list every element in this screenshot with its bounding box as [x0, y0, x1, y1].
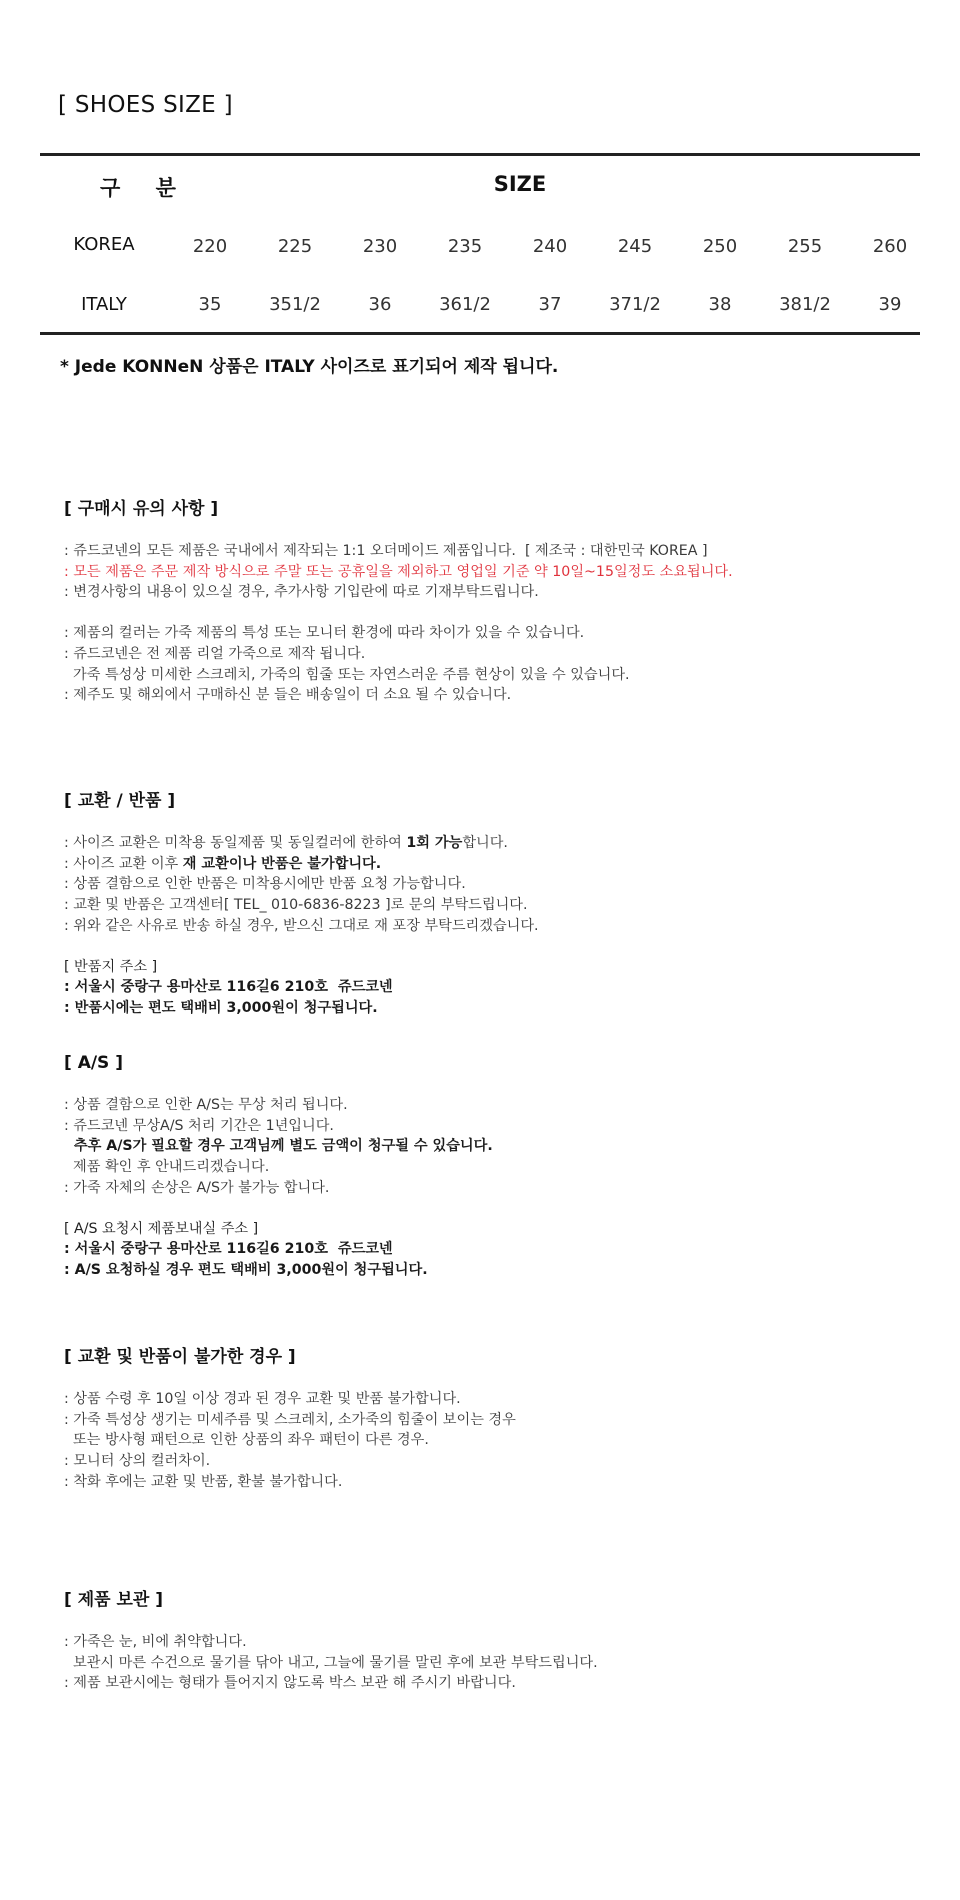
purchase-line: : 변경사항의 내용이 있으실 경우, 추가사항 기입란에 따로 기재부탁드립니다. [64, 584, 539, 601]
storage-section [64, 1585, 924, 1694]
purchase-line-highlight: : 모든 제품은 주문 제작 방식으로 주말 또는 공휴일을 제외하고 영업일 기준 약 10일~15일정도 소요됩니다. [64, 563, 733, 580]
size-row-korea [40, 228, 920, 288]
header-label: 구 분 [100, 176, 190, 200]
size-cell: 250 [702, 236, 738, 257]
size-cell: 255 [787, 236, 823, 257]
as-line: : 상품 결함으로 인한 A/S는 무상 처리 됩니다. [64, 1097, 348, 1113]
table-bottom-rule [40, 332, 920, 335]
size-cell: 240 [532, 236, 568, 257]
size-cell: 225 [277, 236, 313, 257]
unavailable-line: : 가죽 특성상 생기는 미세주름 및 스크레치, 소가죽의 힘줄이 보이는 경우 [64, 1411, 516, 1428]
row-label-korea: KOREA [73, 234, 135, 255]
as-line: : 가죽 자체의 손상은 A/S가 불가능 합니다. [64, 1179, 330, 1196]
purchase-line: 가죽 특성상 미세한 스크레치, 가죽의 힘줄 또는 자연스러운 주름 현상이 있을 수 있습니다. [64, 666, 630, 683]
exchange-line: : 위와 같은 사유로 반송 하실 경우, 받으신 그대로 재 포장 부탁드리겠습니다. [64, 917, 539, 934]
size-row-italy [40, 288, 920, 348]
exchange-line: : 교환 및 반품은 고객센터[ TEL_ 010-6836-8223 ]로 문의 부탁드립니다. [64, 897, 528, 914]
size-cell: 381/2 [779, 294, 831, 315]
exchange-heading: [ 교환 / 반품 ] [64, 791, 176, 811]
exchange-line: : 사이즈 교환은 미착용 동일제품 및 동일컬러에 한하여 1회 가능합니다. [64, 835, 508, 851]
as-line: 제품 확인 후 안내드리겠습니다. [64, 1159, 270, 1176]
as-line: : 쥬드코넨 무상A/S 처리 기간은 1년입니다. [64, 1117, 334, 1134]
size-cell: 351/2 [269, 294, 321, 315]
storage-heading: [ 제품 보관 ] [64, 1590, 163, 1610]
purchase-line: : 쥬드코넨은 전 제품 리얼 가죽으로 제작 됩니다. [64, 645, 366, 662]
size-cell: 36 [368, 294, 392, 315]
as-section [64, 1053, 924, 1281]
size-note: * Jede KONNeN 상품은 ITALY 사이즈로 표기되어 제작 됩니다. [60, 357, 559, 377]
size-table [40, 156, 920, 348]
purchase-line: : 제주도 및 해외에서 구매하신 분 들은 배송일이 더 소요 될 수 있습니다. [64, 687, 512, 704]
unavailable-heading: [ 교환 및 반품이 불가한 경우 ] [64, 1347, 296, 1367]
purchase-line: : 제품의 컬러는 가죽 제품의 특성 또는 모니터 환경에 따라 차이가 있을 수 있습니다. [64, 625, 585, 642]
unavailable-line: : 착화 후에는 교환 및 반품, 환불 불가합니다. [64, 1473, 343, 1490]
size-chart-title: [ SHOES SIZE ] [58, 92, 233, 118]
row-label-italy: ITALY [81, 294, 127, 315]
size-cell: 260 [872, 236, 908, 257]
unavailable-line: : 상품 수령 후 10일 이상 경과 된 경우 교환 및 반품 불가합니다. [64, 1391, 461, 1407]
storage-line: : 제품 보관시에는 형태가 틀어지지 않도록 박스 보관 해 주시기 바랍니다. [64, 1675, 516, 1692]
size-cell: 235 [447, 236, 483, 257]
as-address: : 서울시 중랑구 용마산로 116길6 210호 쥬드코넨 [64, 1241, 393, 1258]
exchange-line: : 사이즈 교환 이후 재 교환이나 반품은 불가합니다. [64, 855, 382, 872]
purchase-heading: [ 구매시 유의 사항 ] [64, 499, 219, 519]
exchange-section [64, 786, 924, 1019]
size-cell: 220 [192, 236, 228, 257]
storage-line: 보관시 마른 수건으로 물기를 닦아 내고, 그늘에 물기를 말린 후에 보관 부탁드립니다. [64, 1654, 598, 1671]
size-cell: 371/2 [609, 294, 661, 315]
as-fee: : A/S 요청하실 경우 편도 택배비 3,000원이 청구됩니다. [64, 1261, 428, 1278]
purchase-line: : 쥬드코넨의 모든 제품은 국내에서 제작되는 1:1 오더메이드 제품입니다. [ 제조국 : 대한민국 KOREA ] [64, 543, 708, 559]
size-table-header [40, 156, 920, 228]
size-cell: 35 [198, 294, 222, 315]
size-cell: 39 [878, 294, 902, 315]
size-cell: 230 [362, 236, 398, 257]
size-cell: 38 [708, 294, 732, 315]
as-line-bold: 추후 A/S가 필요할 경우 고객님께 별도 금액이 청구될 수 있습니다. [64, 1138, 493, 1155]
header-size: SIZE [493, 172, 547, 196]
return-address: : 서울시 중랑구 용마산로 116길6 210호 쥬드코넨 [64, 979, 393, 996]
unavailable-section [64, 1342, 924, 1493]
return-address-heading: [ 반품지 주소 ] [64, 958, 158, 975]
unavailable-line: 또는 방사형 패턴으로 인한 상품의 좌우 패턴이 다른 경우. [64, 1432, 429, 1449]
size-cell: 361/2 [439, 294, 491, 315]
as-heading: [ A/S ] [64, 1053, 123, 1073]
storage-line: : 가죽은 눈, 비에 취약합니다. [64, 1634, 247, 1650]
return-fee: : 반품시에는 편도 택배비 3,000원이 청구됩니다. [64, 999, 378, 1016]
size-cell: 37 [538, 294, 562, 315]
purchase-notes-section [64, 494, 924, 706]
unavailable-line: : 모니터 상의 컬러차이. [64, 1453, 211, 1470]
as-address-heading: [ A/S 요청시 제품보내실 주소 ] [64, 1220, 259, 1237]
size-cell: 245 [617, 236, 653, 257]
exchange-line: : 상품 결함으로 인한 반품은 미착용시에만 반품 요청 가능합니다. [64, 876, 466, 893]
